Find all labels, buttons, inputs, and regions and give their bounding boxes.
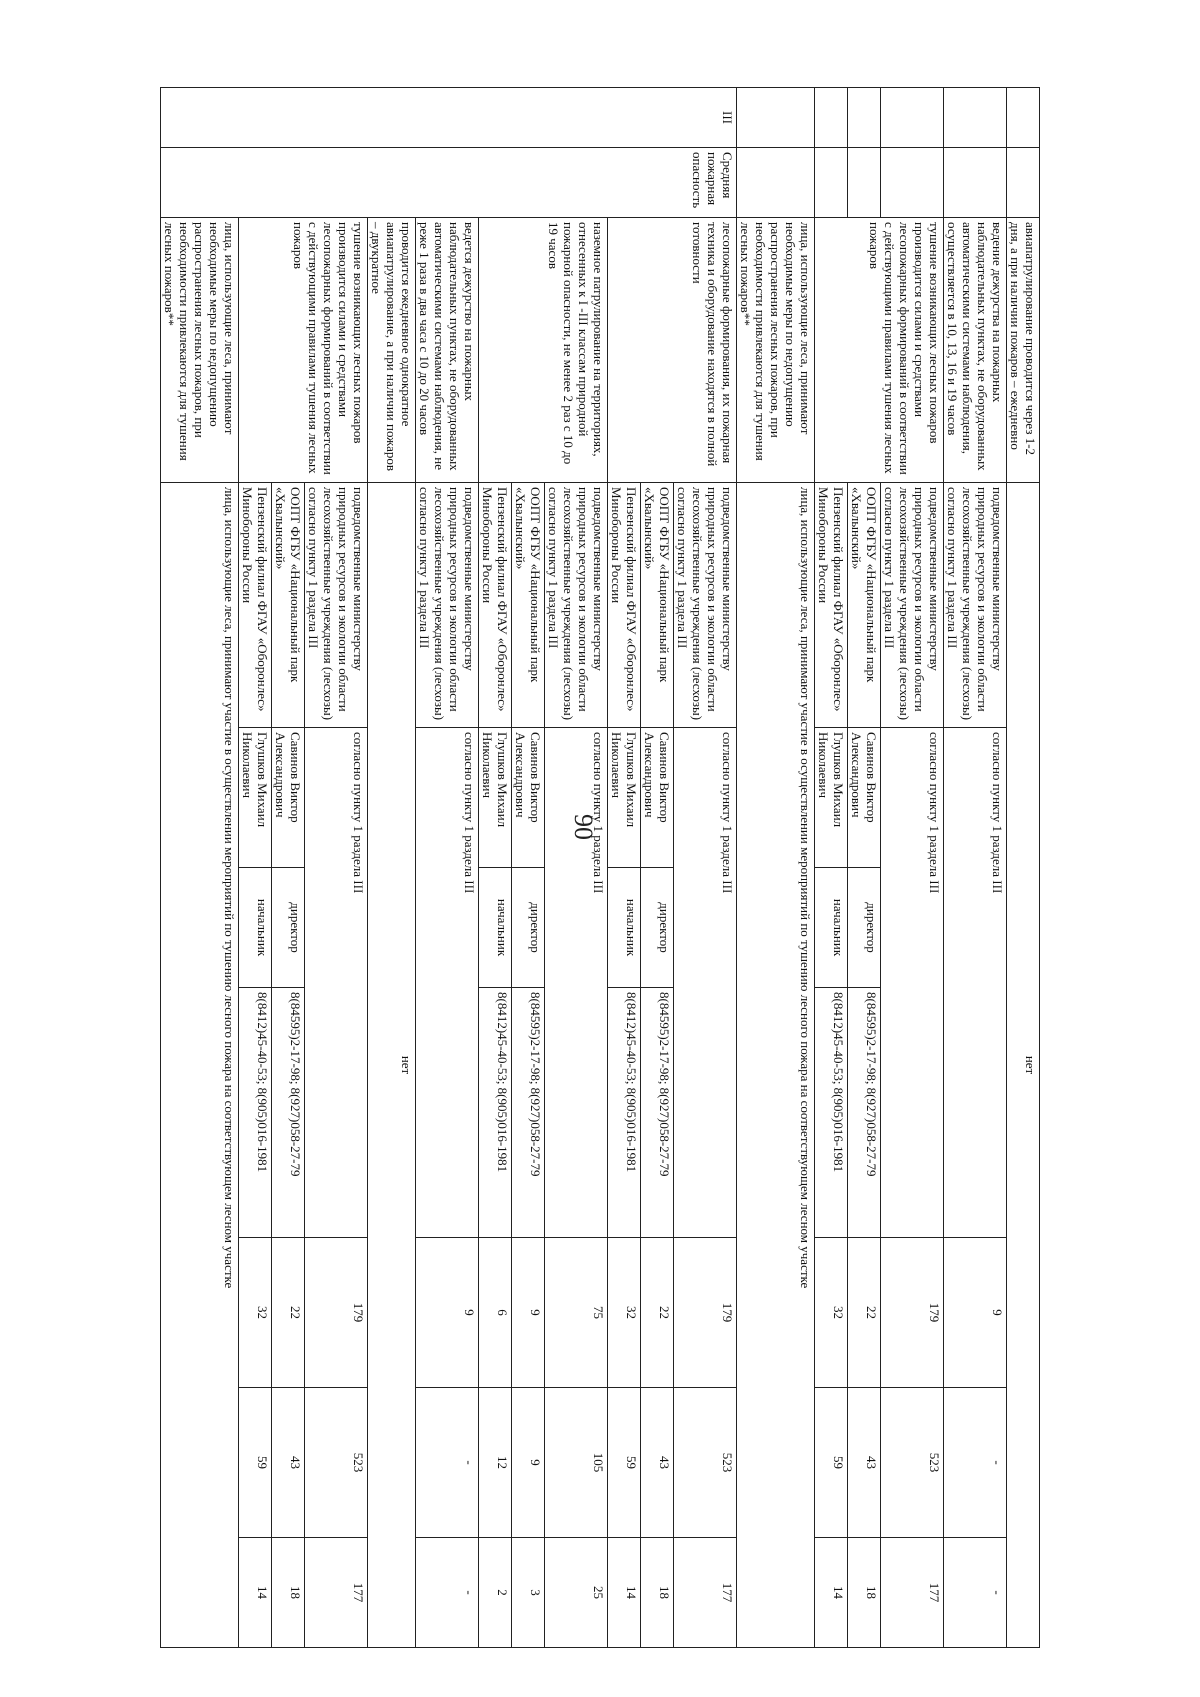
- measure-cell: тушение возникающих лесных пожаров производится силами и средствами лесопожарных формирований в соответствии с действующими правилами тушения лесных пожаров: [239, 218, 368, 483]
- name-cell: Савинов Виктор Александрович: [272, 728, 305, 868]
- fire-measures-table: [160, 87, 1040, 1648]
- table-row: [368, 88, 416, 1648]
- org-cell: ООПТ ФГБУ «Национальный парк «Хвалынский»: [641, 483, 674, 728]
- table-row: [944, 88, 1007, 1648]
- name-cell: Глушков Михаил Николаевич: [479, 728, 512, 868]
- class-cell: III: [161, 88, 737, 148]
- contact-cell: согласно пункту 1 раздела III: [545, 728, 608, 1238]
- measure-cell: тушение возникающих лесных пожаров производится силами и средствами лесопожарных формирований в соответствии с действующими правилами тушения лесных пожаров: [815, 218, 944, 483]
- span-cell: лица, использующие леса, принимают участие в осуществлении мероприятий по тушению лесного пожара на соответствующем лесном участке: [737, 483, 815, 1648]
- value-cell: 25: [545, 1538, 608, 1648]
- contact-cell: согласно пункту 1 раздела III: [674, 728, 737, 1238]
- position-cell: директор: [272, 868, 305, 988]
- measure-cell: проводится ежедневное однократное авиапатрулирование, а при наличии пожаров – двукратное: [368, 218, 416, 483]
- value-cell: -: [416, 1388, 479, 1538]
- table-row: [416, 88, 479, 1648]
- value-cell: -: [944, 1388, 1007, 1538]
- position-cell: директор: [512, 868, 545, 988]
- value-cell: 18: [272, 1538, 305, 1648]
- phone-cell: 8(8412)45-40-53; 8(905)016-1981: [239, 988, 272, 1238]
- value-cell: -: [416, 1538, 479, 1648]
- table-row: [161, 88, 239, 1648]
- table-row: [881, 88, 944, 1648]
- page-number: 90: [569, 814, 598, 840]
- value-cell: 179: [881, 1238, 944, 1388]
- value-cell: 32: [815, 1238, 848, 1388]
- name-cell: Савинов Виктор Александрович: [848, 728, 881, 868]
- org-cell: подведомственные министерству природных ресурсов и экологии области лесохозяйственные учреждения (лесхозы) согласно пункту 1 раздела III: [545, 483, 608, 728]
- value-cell: 177: [305, 1538, 368, 1648]
- value-cell: 177: [674, 1538, 737, 1648]
- value-cell: 14: [815, 1538, 848, 1648]
- value-cell: 9: [944, 1238, 1007, 1388]
- name-cell: Савинов Виктор Александрович: [512, 728, 545, 868]
- org-cell: ООПТ ФГБУ «Национальный парк «Хвалынский»: [848, 483, 881, 728]
- position-cell: начальник: [479, 868, 512, 988]
- position-cell: начальник: [239, 868, 272, 988]
- table-row: [305, 88, 368, 1648]
- table-row: [545, 88, 608, 1648]
- org-cell: ООПТ ФГБУ «Национальный парк «Хвалынский»: [272, 483, 305, 728]
- name-cell: Глушков Михаил Николаевич: [239, 728, 272, 868]
- value-cell: 18: [848, 1538, 881, 1648]
- name-cell: Савинов Виктор Александрович: [641, 728, 674, 868]
- position-cell: начальник: [815, 868, 848, 988]
- name-cell: Глушков Михаил Николаевич: [815, 728, 848, 868]
- table-row: [1007, 88, 1040, 1648]
- value-cell: 2: [479, 1538, 512, 1648]
- org-cell: Пензенский филиал ФГАУ «Оборонлес» Минобороны России: [479, 483, 512, 728]
- phone-cell: 8(84595)2-17-98; 8(927)058-27-79: [512, 988, 545, 1238]
- org-cell: Пензенский филиал ФГАУ «Оборонлес» Минобороны России: [815, 483, 848, 728]
- contact-cell: согласно пункту 1 раздела III: [881, 728, 944, 1238]
- value-cell: 523: [674, 1388, 737, 1538]
- value-cell: 59: [608, 1388, 641, 1538]
- rotated-table-container: [162, 87, 1040, 1603]
- org-cell: Пензенский филиал ФГАУ «Оборонлес» Минобороны России: [239, 483, 272, 728]
- value-cell: 9: [512, 1388, 545, 1538]
- value-cell: 43: [272, 1388, 305, 1538]
- value-cell: 43: [848, 1388, 881, 1538]
- value-cell: 523: [305, 1388, 368, 1538]
- value-cell: 177: [881, 1538, 944, 1648]
- position-cell: директор: [641, 868, 674, 988]
- contact-cell: согласно пункту 1 раздела III: [944, 728, 1007, 1238]
- hazard-cell: Средняя пожарная опасность: [161, 148, 737, 218]
- value-cell: 22: [272, 1238, 305, 1388]
- value-cell: 523: [881, 1388, 944, 1538]
- value-cell: 22: [848, 1238, 881, 1388]
- org-cell: подведомственные министерству природных ресурсов и экологии области лесохозяйственные учреждения (лесхозы) согласно пункту 1 раздела III: [305, 483, 368, 728]
- value-cell: -: [944, 1538, 1007, 1648]
- value-cell: 75: [545, 1238, 608, 1388]
- phone-cell: 8(84595)2-17-98; 8(927)058-27-79: [848, 988, 881, 1238]
- value-cell: 43: [641, 1388, 674, 1538]
- executors-cell: нет: [368, 483, 416, 1648]
- value-cell: 14: [239, 1538, 272, 1648]
- value-cell: 59: [239, 1388, 272, 1538]
- measure-cell: лица, использующие леса, принимают необходимые меры по недопущению распространения лесных пожаров, при необходимости привлекаются для тушения лесных пожаров**: [161, 218, 239, 483]
- executors-cell: нет: [1007, 483, 1040, 1648]
- table-row: [737, 88, 815, 1648]
- value-cell: 22: [641, 1238, 674, 1388]
- value-cell: 12: [479, 1388, 512, 1538]
- measure-cell: ведется дежурство на пожарных наблюдательных пунктах, не оборудованных автоматическими системами наблюдения, не реже 1 раза в два часа с 10 до 20 часов: [416, 218, 479, 483]
- phone-cell: 8(84595)2-17-98; 8(927)058-27-79: [272, 988, 305, 1238]
- phone-cell: 8(8412)45-40-53; 8(905)016-1981: [608, 988, 641, 1238]
- contact-cell: согласно пункту 1 раздела III: [416, 728, 479, 1238]
- org-cell: подведомственные министерству природных ресурсов и экологии области лесохозяйственные учреждения (лесхозы) согласно пункту 1 раздела III: [944, 483, 1007, 728]
- measure-cell: наземное патрулирование на территориях, отнесенных к I -III классам природной пожарной опасности, не менее 2 раз с 10 до 19 часов: [479, 218, 608, 483]
- class-cell: [1007, 88, 1040, 148]
- org-cell: подведомственные министерству природных ресурсов и экологии области лесохозяйственные учреждения (лесхозы) согласно пункту 1 раздела III: [881, 483, 944, 728]
- position-cell: начальник: [608, 868, 641, 988]
- table-row: [674, 88, 737, 1648]
- org-cell: подведомственные министерству природных ресурсов и экологии области лесохозяйственные учреждения (лесхозы) согласно пункту 1 раздела III: [416, 483, 479, 728]
- measure-cell: ведение дежурства на пожарных наблюдательных пунктах, не оборудованных автоматическими системами наблюдения, осуществляется в 10, 13, 16 и 19 часов: [944, 218, 1007, 483]
- value-cell: 105: [545, 1388, 608, 1538]
- value-cell: 179: [674, 1238, 737, 1388]
- org-cell: ООПТ ФГБУ «Национальный парк «Хвалынский»: [512, 483, 545, 728]
- value-cell: 32: [239, 1238, 272, 1388]
- org-cell: Пензенский филиал ФГАУ «Оборонлес» Минобороны России: [608, 483, 641, 728]
- measure-cell: авиапатрулирование проводится через 1-2 дня, а при наличии пожаров – ежедневно: [1007, 218, 1040, 483]
- measure-cell: лица, использующие леса, принимают необходимые меры по недопущению распространения лесных пожаров, при необходимости привлекаются для тушения лесных пожаров**: [737, 218, 815, 483]
- position-cell: директор: [848, 868, 881, 988]
- value-cell: 3: [512, 1538, 545, 1648]
- measure-cell: лесопожарные формирования, их пожарная техника и оборудование находятся в полной готовности: [608, 218, 737, 483]
- value-cell: 18: [641, 1538, 674, 1648]
- value-cell: 59: [815, 1388, 848, 1538]
- value-cell: 9: [416, 1238, 479, 1388]
- value-cell: 179: [305, 1238, 368, 1388]
- phone-cell: 8(8412)45-40-53; 8(905)016-1981: [479, 988, 512, 1238]
- value-cell: 14: [608, 1538, 641, 1648]
- value-cell: 32: [608, 1238, 641, 1388]
- span-cell: лица, использующие леса, принимают участие в осуществлении мероприятий по тушению лесного пожара на соответствующем лесном участке: [161, 483, 239, 1648]
- hazard-cell: [1007, 148, 1040, 218]
- phone-cell: 8(8412)45-40-53; 8(905)016-1981: [815, 988, 848, 1238]
- phone-cell: 8(84595)2-17-98; 8(927)058-27-79: [641, 988, 674, 1238]
- value-cell: 9: [512, 1238, 545, 1388]
- name-cell: Глушков Михаил Николаевич: [608, 728, 641, 868]
- org-cell: подведомственные министерству природных ресурсов и экологии области лесохозяйственные учреждения (лесхозы) согласно пункту 1 раздела III: [674, 483, 737, 728]
- value-cell: 6: [479, 1238, 512, 1388]
- contact-cell: согласно пункту 1 раздела III: [305, 728, 368, 1238]
